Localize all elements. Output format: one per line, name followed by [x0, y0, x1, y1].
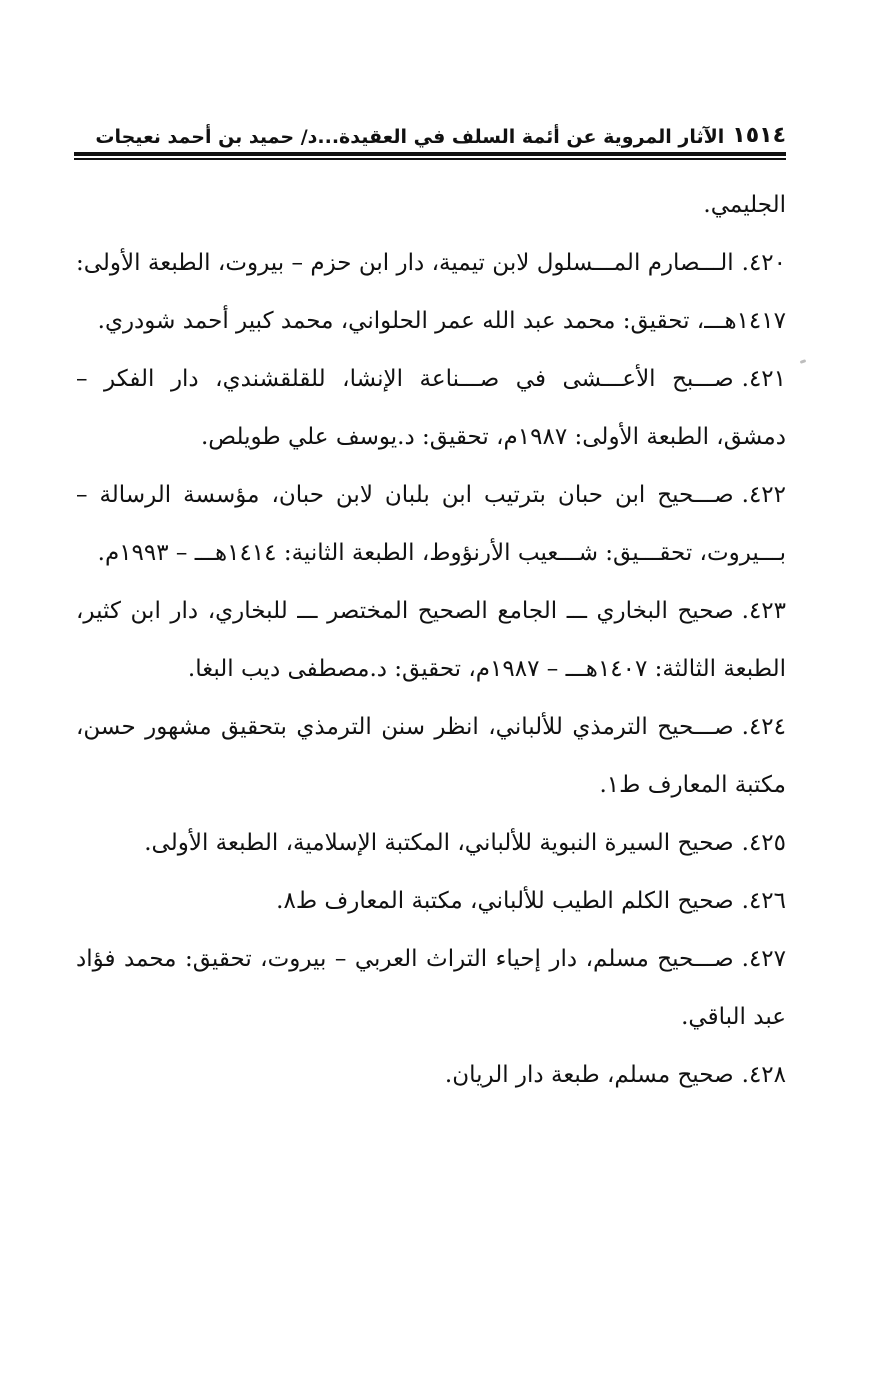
- bibliography-entry-425: [76, 814, 786, 872]
- entry-number: ٤٢٠.: [741, 250, 786, 276]
- entry-number: ٤٢١.: [741, 366, 786, 392]
- header-rule: [74, 152, 786, 161]
- entry-text: صحيح الكلم الطيب للألباني، مكتبة المعارف ط٨.: [276, 888, 734, 914]
- entry-number: ٤٢٨.: [741, 1062, 786, 1088]
- entry-text: صـــبح الأعـــشى في صـــناعة الإنشا، للقلقشندي، دار الفكر – دمشق، الطبعة الأولى: ١٩٨٧م، تحقيق: د.يوسف علي طويلص.: [76, 366, 786, 450]
- bibliography-entry-424: [76, 698, 786, 814]
- bibliography-entry-421: [76, 350, 786, 466]
- entry-number: ٤٢٥.: [741, 830, 786, 856]
- entry-text: صـــحيح ابن حبان بترتيب ابن بلبان لابن حبان، مؤسسة الرسالة – بـــيروت، تحقـــيق: شـــعيب الأرنؤوط، الطبعة الثانية: ١٤١٤هـــ – ١٩٩٣م.: [76, 482, 786, 566]
- entry-number: ٤٢٤.: [741, 714, 786, 740]
- entry-text: صـــحيح الترمذي للألباني، انظر سنن الترمذي بتحقيق مشهور حسن، مكتبة المعارف ط١.: [76, 714, 786, 798]
- scan-speck: [800, 359, 807, 364]
- bibliography-entry-428: [76, 1046, 786, 1104]
- running-header: [74, 108, 786, 148]
- entry-number: ٤٢٢.: [741, 482, 786, 508]
- bibliography-content: [76, 176, 786, 1104]
- continuation-text: الجليمي.: [703, 192, 786, 218]
- header-title: الآثار المروية عن أئمة السلف في العقيدة...د/ حميد بن أحمد نعيجات: [95, 126, 725, 148]
- bibliography-entry-420: [76, 234, 786, 350]
- bibliography-entry-423: [76, 582, 786, 698]
- bibliography-entry-422: [76, 466, 786, 582]
- entry-text: صـــحيح مسلم، دار إحياء التراث العربي – بيروت، تحقيق: محمد فؤاد عبد الباقي.: [76, 946, 786, 1030]
- entry-number: ٤٢٦.: [741, 888, 786, 914]
- entry-number: ٤٢٣.: [741, 598, 786, 624]
- entry-text: الـــصارم المـــسلول لابن تيمية، دار ابن حزم – بيروت، الطبعة الأولى: ١٤١٧هـــ، تحقيق: محمد عبد الله عمر الحلواني، محمد كبير أحمد شودري.: [76, 250, 786, 334]
- entry-text: صحيح مسلم، طبعة دار الريان.: [444, 1062, 734, 1088]
- bibliography-entry-426: [76, 872, 786, 930]
- entry-number: ٤٢٧.: [741, 946, 786, 972]
- header-rule-thin: [74, 158, 786, 160]
- page-number: ١٥١٤: [732, 123, 786, 148]
- entry-text: صحيح البخاري ـــ الجامع الصحيح المختصر ـــ للبخاري، دار ابن كثير، الطبعة الثالثة: ١٤٠٧هـــ – ١٩٨٧م، تحقيق: د.مصطفى ديب البغا.: [76, 598, 786, 682]
- entry-text: صحيح السيرة النبوية للألباني، المكتبة الإسلامية، الطبعة الأولى.: [144, 830, 734, 856]
- bibliography-entry-427: [76, 930, 786, 1046]
